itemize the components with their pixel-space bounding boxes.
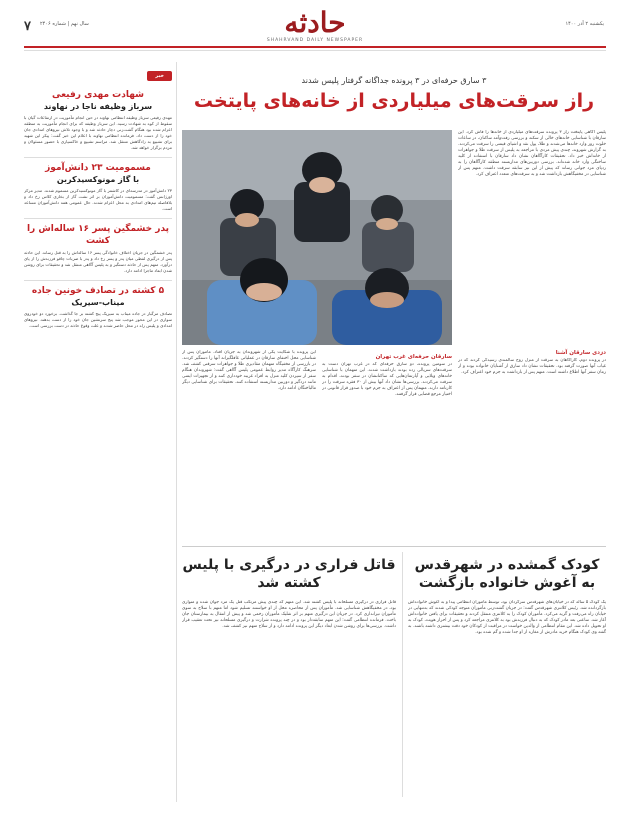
sidebar-story-body: تصادف مرگبار در جاده میناب به سیریک پنج کشته بر جا گذاشت. برخورد دو خودروی سواری در این محور موجب شد پنج سرنشین جان خود را از دست بدهند. نیروهای امدادی و پلیس راه در محل حاضر شدند و علت وقوع حادثه در دست بررسی است. bbox=[24, 311, 172, 328]
sidebar-story bbox=[24, 162, 172, 212]
sidebar-story-subheadline: میناب-سیریک bbox=[71, 298, 125, 307]
lost-child-story bbox=[408, 556, 606, 795]
page-number: ۷ bbox=[24, 18, 31, 33]
main-story-lead-body: پلیس آگاهی پایتخت راز ۳ پرونده سرقت‌های میلیاردی از خانه‌ها را فاش کرد. این سارقان با شناسایی خانه‌های خالی از سکنه و بررسی رفت‌وآمد ساکنان، در ساعات خلوت روز وارد خانه‌ها می‌شدند و طلا، پول نقد و اشیای قیمتی را سرقت می‌کردند. به گزارش شهروند، چندی پیش مردی با مراجعه به پلیس از سرقت طلا و جواهرات از خانه‌اش خبر داد. تحقیقات کارآگاهان نشان داد سارقان با استفاده از کلید ساختگی وارد خانه شده‌اند. بررسی دوربین‌های مداربسته منطقه کارآگاهان را به ردپای مرد جوانی رساند که پیش از این نیز سابقه سرقت داشت. متهم پس از شناسایی در مخفیگاهش بازداشت شد و به سرقت‌های متعدد اعتراف کرد. bbox=[458, 130, 606, 177]
main-story-column bbox=[182, 350, 316, 540]
main-story-subheading: دزدی سارقان آشنا bbox=[555, 350, 606, 356]
newspaper-logo bbox=[267, 8, 363, 43]
main-story-kicker: ۳ سارق حرفه‌ای در ۳ پرونده جداگانه گرفتار پلیس شدند bbox=[301, 76, 487, 85]
sidebar-story-headline: پدر خشمگین پسر ۱۶ ساله‌اش را کشت bbox=[26, 224, 170, 246]
sidebar-story-body: مهدی رفیعی سرباز وظیفه انتظامی نهاوند در حین انجام مأموریت در ارتفاعات گیان با سقوط از کوه به شهادت رسید. این سرباز وظیفه که برای انجام مأموریت به منطقه اعزام شده بود هنگام گشت‌زنی دچار حادثه شد و با وجود تلاش نیروهای امدادی جان خود را از دست داد. فرمانده انتظامی نهاوند با اعلام این خبر گفت: پیکر این شهید برای تشییع به زادگاهش منتقل شد. مراسم تشییع و خاکسپاری با حضور مسئولان و مردم برگزار خواهد شد. bbox=[24, 115, 172, 150]
fugitive-body: قاتل فراری در درگیری مسلحانه با پلیس کشته شد. این متهم که چندی پیش مرتکب قتل یک مرد جوان شده و متواری بود، در مخفیگاهش شناسایی شد. مأموران پس از محاصره محل از او خواستند تسلیم شود اما متهم با سلاح به سوی مأموران تیراندازی کرد. در جریان این درگیری متهم بر اثر شلیک مأموران زخمی شد و پیش از انتقال به بیمارستان جان باخت. فرمانده انتظامی گفت: این متهم سابقه‌دار بود و در چند پرونده شرارت و درگیری مسلحانه نیز تحت تعقیب قرار داشت. بررسی‌ها برای روشن شدن ابعاد دیگر این پرونده ادامه دارد و از سلاح متهم نیز کشف شد. bbox=[182, 600, 396, 629]
sidebar-story-subheadline: با گاز مونوکسیدکربن bbox=[56, 175, 140, 184]
sidebar-divider bbox=[24, 280, 172, 281]
main-story-header bbox=[182, 62, 606, 113]
lost-child-headline: کودک گمشده در شهرقدس به آغوش خانواده بازگشت bbox=[414, 557, 600, 591]
lost-child-body: یک کودک ۵ ساله که در خیابان‌های شهرقدس سرگردان بود، توسط مأموران انتظامی پیدا و به آغوش خانواده‌اش بازگردانده شد. رئیس کلانتری شهرقدس گفت: در جریان گشت‌زنی مأموران متوجه کودکی شدند که به‌تنهایی در خیابان راه می‌رفت و گریه می‌کرد. مأموران کودک را به کلانتری منتقل کردند و تحقیقات برای یافتن خانواده‌اش آغاز شد. ساعتی بعد مادر کودک که به دنبال فرزندش بود به کلانتری مراجعه کرد و پس از احراز هویت، کودک به او تحویل داده شد. این مقام انتظامی از والدین خواست در مراقبت از کودکان خود دقت بیشتری داشته باشند. به گفته وی کودک هنگام خرید مادرش از مغازه از او جدا شده و گم شده بود. bbox=[408, 600, 606, 635]
sidebar-story bbox=[24, 89, 172, 151]
issue-number: سال نهم | شماره ۲۴۰۶ bbox=[40, 21, 89, 27]
logo-title: حادثه bbox=[284, 6, 346, 39]
masthead-divider bbox=[24, 46, 606, 48]
sidebar-story-headline: شهادت مهدی رفیعی bbox=[52, 90, 144, 100]
sidebar-story-subheadline: سرباز وظیفه ناجا در نهاوند bbox=[43, 102, 153, 111]
sidebar-divider bbox=[24, 218, 172, 219]
column-divider bbox=[176, 62, 177, 802]
main-story-column-body: این پرونده با شکایت یکی از شهروندان به جریان افتاد. مأموران پس از شناسایی محل اختفای سارقان در عملیاتی غافلگیرانه آنها را دستگیر کردند. در بازرسی از مخفیگاه متهمان مقادیری طلا و جواهرات سرقتی کشف شد. سرهنگ کارآگاه مدیر روابط عمومی پلیس آگاهی گفت: شهروندان هنگام سفر از سپردن کلید منزل به افراد غریبه خودداری کنند و از تجهیزات ایمنی مانند دزدگیر و دوربین مداربسته استفاده کنند. تحقیقات برای شناسایی دیگر مالباختگان ادامه دارد. bbox=[182, 350, 316, 391]
main-story-column-body: در سومین پرونده، دو سارق حرفه‌ای که در غرب تهران دست به سرقت‌های سریالی زده بودند بازداشت شدند. این متهمان با شناسایی خانه‌های ویلایی و آپارتمان‌هایی که ساکنانشان در سفر بودند، اقدام به سرقت می‌کردند. بررسی‌ها نشان داد آنها بیش از ۳۰ فقره سرقت را در کارنامه دارند. متهمان پس از اعتراف به جرم خود با صدور قرار قانونی در اختیار مرجع قضایی قرار گرفتند. bbox=[322, 362, 452, 397]
sidebar-story-headline: مسمومیت ۲۳ دانش‌آموز bbox=[45, 163, 151, 173]
main-story-photo bbox=[182, 130, 452, 345]
main-story-column bbox=[322, 350, 452, 540]
sidebar-divider bbox=[24, 157, 172, 158]
issue-date: یکشنبه ۲ آذر ۱۴۰۰ bbox=[565, 21, 604, 27]
main-story-continuation-body: در پرونده دوم، کارآگاهان به سرقت از منزل زوج سالمندی رسیدگی کردند که در غیاب آنها صورت گرفته بود. تحقیقات نشان داد سارق از آشنایان خانواده بوده و از زمان سفر آنها اطلاع داشته است. متهم پس از بازداشت به جرم خود اعتراف کرد. bbox=[458, 358, 606, 375]
sidebar-story bbox=[24, 223, 172, 274]
main-story-lead bbox=[458, 130, 606, 340]
main-story-continuation bbox=[458, 346, 606, 543]
main-story-subheading: سارقان حرفه‌ای غرب تهران bbox=[375, 354, 452, 360]
section-tag: خبر bbox=[147, 71, 172, 81]
sidebar-story bbox=[24, 285, 172, 329]
fugitive-headline: قاتل فراری در درگیری با پلیس کشته شد bbox=[182, 557, 396, 591]
sidebar-story-body: ۲۳ دانش‌آموز در مدرسه‌ای در کاشمر با گاز مونوکسیدکربن مسموم شدند. مدیر مرکز اورژانس گفت: مسمومیت دانش‌آموزان بر اثر نشت گاز از بخاری کلاس رخ داد و بلافاصله تیم‌های امدادی به محل اعزام شدند. حال عمومی همه دانش‌آموزان مساعد است. bbox=[24, 188, 172, 211]
column-divider bbox=[402, 552, 403, 797]
fugitive-story bbox=[182, 556, 396, 795]
sidebar-story-body: پدر خشمگین در جریان اختلاف خانوادگی پسر ۱۶ ساله‌اش را به قتل رساند. این حادثه پس از درگیری لفظی میان پدر و پسر رخ داد و پدر با ضربات چاقو فرزندش را از پای درآورد. متهم پس از حادثه دستگیر و به پلیس آگاهی منتقل شد و تحقیقات برای روشن شدن ابعاد ماجرا ادامه دارد. bbox=[24, 250, 172, 273]
section-divider bbox=[182, 546, 606, 547]
main-story-headline: راز سرقت‌های میلیاردی از خانه‌های پایتخت bbox=[193, 90, 595, 112]
logo-subtitle: SHAHRVAND DAILY NEWSPAPER bbox=[266, 38, 364, 43]
sidebar-story-headline: ۵ کشته در تصادف خونین جاده bbox=[31, 286, 165, 296]
news-sidebar bbox=[24, 62, 172, 802]
masthead-divider-thin bbox=[24, 50, 606, 51]
suspects-photo bbox=[182, 130, 452, 345]
